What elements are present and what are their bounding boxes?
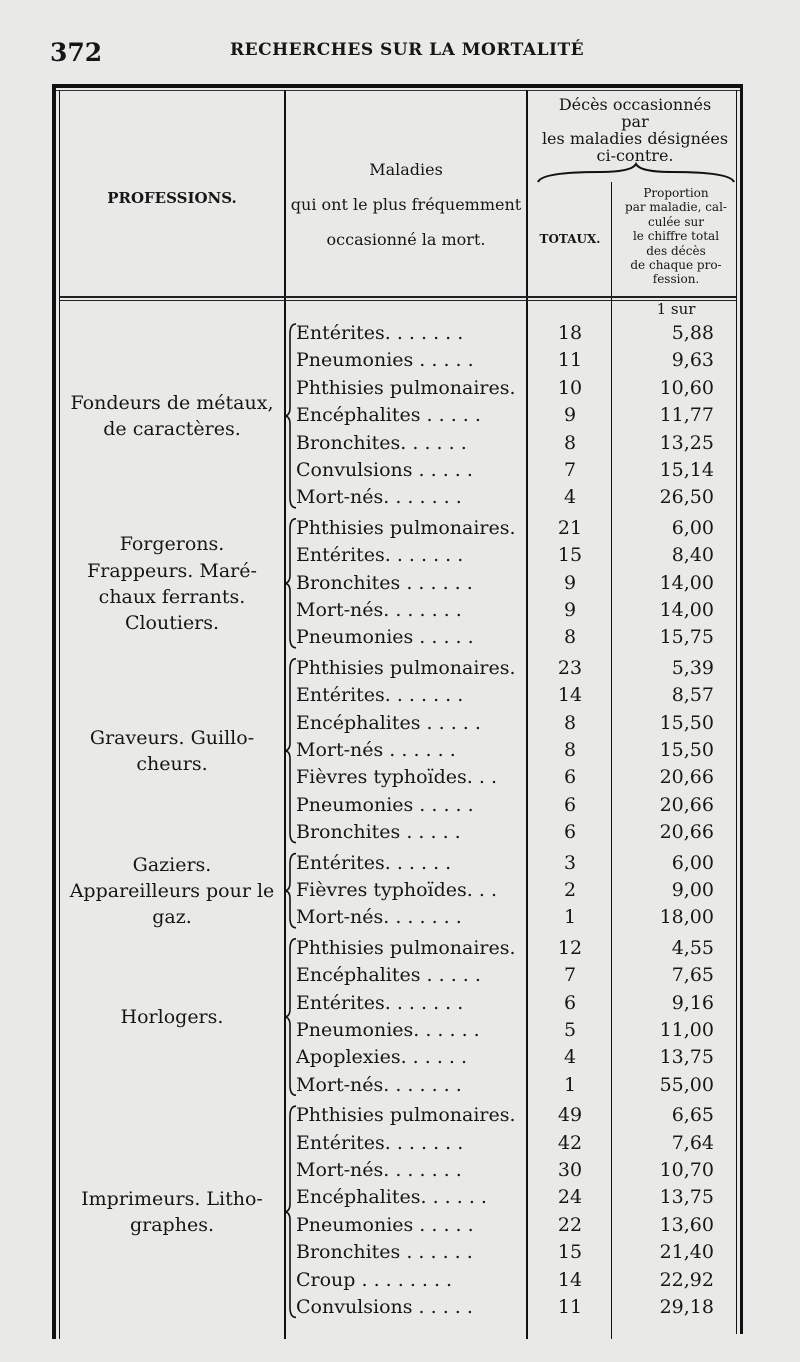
profession-line: Forgerons. [119, 533, 225, 556]
header-proportion-line: fession. [652, 272, 700, 287]
death-total: 8 [563, 739, 577, 761]
disease-name: Phthisies pulmonaires. [296, 1104, 516, 1127]
proportion-value: 6,65 [671, 1104, 714, 1127]
death-total: 10 [557, 376, 583, 399]
proportion-value: 11,77 [659, 404, 714, 427]
death-total: 7 [563, 459, 577, 481]
header-proportion-line: par maladie, cal- [625, 200, 727, 215]
death-total: 11 [557, 1296, 583, 1318]
proportion-value: 15,75 [659, 626, 714, 649]
header-proportion-line: de chaque pro- [630, 257, 722, 272]
disease-name: Mort-nés. . . . . . . [296, 1073, 462, 1096]
profession-name [62, 390, 282, 442]
proportion-value: 11,00 [659, 1019, 714, 1041]
profession-name [62, 725, 282, 777]
disease-name: Mort-nés . . . . . . [296, 739, 456, 761]
disease-name: Fièvres typhoïdes. . . [296, 766, 497, 789]
death-total: 9 [563, 599, 577, 621]
death-total: 8 [563, 711, 577, 734]
proportion-value: 9,16 [671, 991, 714, 1014]
proportion-value: 13,25 [659, 431, 714, 454]
disease-name: Bronchites . . . . . . [296, 1241, 473, 1264]
death-total: 21 [557, 516, 583, 539]
death-total: 12 [557, 936, 583, 959]
death-total: 42 [557, 1131, 583, 1154]
death-total: 15 [557, 1241, 583, 1264]
proportion-value: 4,55 [671, 936, 714, 959]
page-number: 372 [50, 38, 103, 67]
proportion-value: 6,00 [671, 851, 714, 874]
header-maladies-line: qui ont le plus fréquemment [290, 195, 522, 215]
disease-name: Bronchites . . . . . . [296, 571, 473, 594]
proportion-value: 15,14 [659, 459, 714, 481]
proportion-value: 5,39 [671, 656, 714, 679]
unit-one-per: 1 sur [656, 300, 696, 318]
header-proportion-line: Proportion [643, 186, 709, 200]
disease-name: Convulsions . . . . . [296, 1296, 473, 1318]
group-brace [284, 324, 296, 508]
death-total: 14 [557, 684, 583, 707]
proportion-value: 18,00 [659, 906, 714, 929]
profession-line: Gaziers. [132, 853, 212, 876]
death-total: 4 [563, 1046, 577, 1069]
proportion-value: 15,50 [659, 739, 714, 761]
proportion-value: 55,00 [659, 1073, 714, 1096]
disease-name: Encéphalites. . . . . . [296, 1186, 487, 1209]
header-proportion-line: le chiffre total [632, 229, 720, 244]
proportion-value: 10,60 [659, 376, 714, 399]
disease-name: Phthisies pulmonaires. [296, 516, 516, 539]
disease-name: Pneumonies . . . . . [296, 626, 474, 649]
proportion-value: 6,00 [671, 516, 714, 539]
disease-name: Convulsions . . . . . [296, 459, 473, 481]
death-total: 3 [563, 851, 577, 874]
proportion-value: 22,92 [659, 1268, 714, 1291]
death-total: 1 [563, 1073, 577, 1096]
deces-brace [538, 164, 734, 182]
proportion-value: 9,00 [671, 879, 714, 901]
death-total: 49 [557, 1104, 583, 1127]
death-total: 6 [563, 793, 577, 816]
death-total: 2 [563, 879, 577, 901]
profession-name [62, 531, 282, 636]
death-total: 15 [557, 544, 583, 567]
proportion-value: 8,40 [671, 544, 714, 567]
header-proportion-line: culée sur [648, 214, 704, 229]
disease-name: Apoplexies. . . . . . [296, 1046, 468, 1069]
running-title: RECHERCHES SUR LA MORTALITÉ [230, 40, 585, 60]
proportion-value: 15,50 [659, 711, 714, 734]
group-brace [284, 854, 296, 928]
disease-name: Phthisies pulmonaires. [296, 936, 516, 959]
disease-name: Fièvres typhoïdes. . . [296, 879, 497, 901]
death-total: 6 [563, 766, 577, 789]
header-maladies-line: Maladies [369, 160, 443, 179]
disease-name: Pneumonies . . . . . [296, 1213, 474, 1236]
disease-name: Entérites. . . . . . . [296, 684, 464, 707]
disease-name: Mort-nés. . . . . . . [296, 486, 462, 509]
proportion-value: 21,40 [659, 1241, 714, 1264]
proportion-value: 20,66 [659, 821, 714, 844]
header-maladies-line: occasionné la mort. [326, 230, 486, 250]
proportion-value: 5,88 [671, 322, 714, 344]
death-total: 22 [557, 1213, 583, 1236]
death-total: 6 [563, 821, 577, 844]
disease-name: Entérites. . . . . . . [296, 1131, 464, 1154]
death-total: 9 [563, 571, 577, 594]
header-totaux: TOTAUX. [539, 232, 601, 246]
disease-name: Entérites. . . . . . . [296, 322, 464, 344]
disease-name: Bronchites. . . . . . [296, 431, 467, 454]
header-proportion-line: des décès [646, 243, 706, 258]
profession-line: de caractères. [103, 418, 241, 441]
proportion-value: 9,63 [671, 349, 714, 372]
proportion-value: 26,50 [659, 486, 714, 509]
death-total: 14 [557, 1268, 583, 1291]
death-total: 5 [563, 1019, 577, 1041]
proportion-value: 10,70 [659, 1159, 714, 1181]
proportion-value: 20,66 [659, 766, 714, 789]
proportion-value: 13,75 [659, 1046, 714, 1069]
profession-line: Imprimeurs. Litho- [81, 1187, 263, 1210]
disease-name: Mort-nés. . . . . . . [296, 599, 462, 621]
proportion-value: 13,75 [659, 1186, 714, 1209]
disease-name: Croup . . . . . . . . [296, 1268, 453, 1291]
disease-name: Encéphalites . . . . . [296, 404, 481, 427]
proportion-value: 7,64 [671, 1131, 714, 1154]
disease-name: Mort-nés. . . . . . . [296, 906, 462, 929]
death-total: 1 [563, 906, 577, 929]
death-total: 24 [557, 1186, 583, 1209]
disease-name: Entérites. . . . . . [296, 851, 452, 874]
profession-name [62, 1004, 282, 1030]
death-total: 23 [557, 656, 583, 679]
group-brace [284, 519, 296, 648]
disease-name: Pneumonies . . . . . [296, 793, 474, 816]
disease-name: Entérites. . . . . . . [296, 991, 464, 1014]
header-deces-line: ci-contre. [596, 146, 674, 166]
disease-name: Encéphalites . . . . . [296, 711, 481, 734]
profession-line: Horlogers. [120, 1006, 224, 1028]
profession-line: graphes. [129, 1214, 214, 1237]
profession-name [62, 852, 282, 931]
profession-line: Frappeurs. Maré- [87, 559, 257, 582]
proportion-value: 20,66 [659, 793, 714, 816]
disease-name: Pneumonies. . . . . . [296, 1019, 480, 1041]
header-deces-line: Décès occasionnés [558, 95, 712, 114]
disease-name: Phthisies pulmonaires. [296, 656, 516, 679]
death-total: 18 [557, 322, 583, 344]
disease-name: Phthisies pulmonaires. [296, 376, 516, 399]
disease-name: Encéphalites . . . . . [296, 964, 481, 987]
group-brace [284, 1106, 296, 1317]
header-deces-line: par [621, 112, 649, 132]
disease-name: Pneumonies . . . . . [296, 349, 474, 372]
profession-line: Graveurs. Guillo- [89, 726, 255, 749]
profession-name [62, 1186, 282, 1238]
profession-line: Fondeurs de métaux, [70, 391, 274, 414]
death-total: 8 [563, 431, 577, 454]
header-deces-line: les maladies désignées [541, 129, 729, 149]
death-total: 11 [557, 349, 583, 372]
death-total: 8 [563, 626, 577, 649]
profession-line: Appareilleurs pour le [69, 879, 275, 902]
proportion-value: 8,57 [671, 684, 714, 707]
header-professions: PROFESSIONS. [107, 189, 237, 207]
profession-line: Cloutiers. [124, 611, 220, 634]
disease-name: Bronchites . . . . . [296, 821, 461, 844]
proportion-value: 14,00 [659, 571, 714, 594]
disease-name: Mort-nés. . . . . . . [296, 1159, 462, 1181]
group-brace [284, 659, 296, 843]
proportion-value: 7,65 [671, 964, 714, 987]
death-total: 30 [557, 1159, 583, 1181]
death-total: 7 [563, 964, 577, 987]
proportion-value: 29,18 [659, 1296, 714, 1318]
profession-line: cheurs. [136, 752, 208, 775]
profession-line: gaz. [152, 906, 192, 929]
proportion-value: 14,00 [659, 599, 714, 621]
death-total: 6 [563, 991, 577, 1014]
death-total: 9 [563, 404, 577, 427]
proportion-value: 13,60 [659, 1213, 714, 1236]
disease-name: Entérites. . . . . . . [296, 544, 464, 567]
group-brace [284, 939, 296, 1095]
profession-line: chaux ferrants. [98, 585, 246, 608]
death-total: 4 [563, 486, 577, 509]
